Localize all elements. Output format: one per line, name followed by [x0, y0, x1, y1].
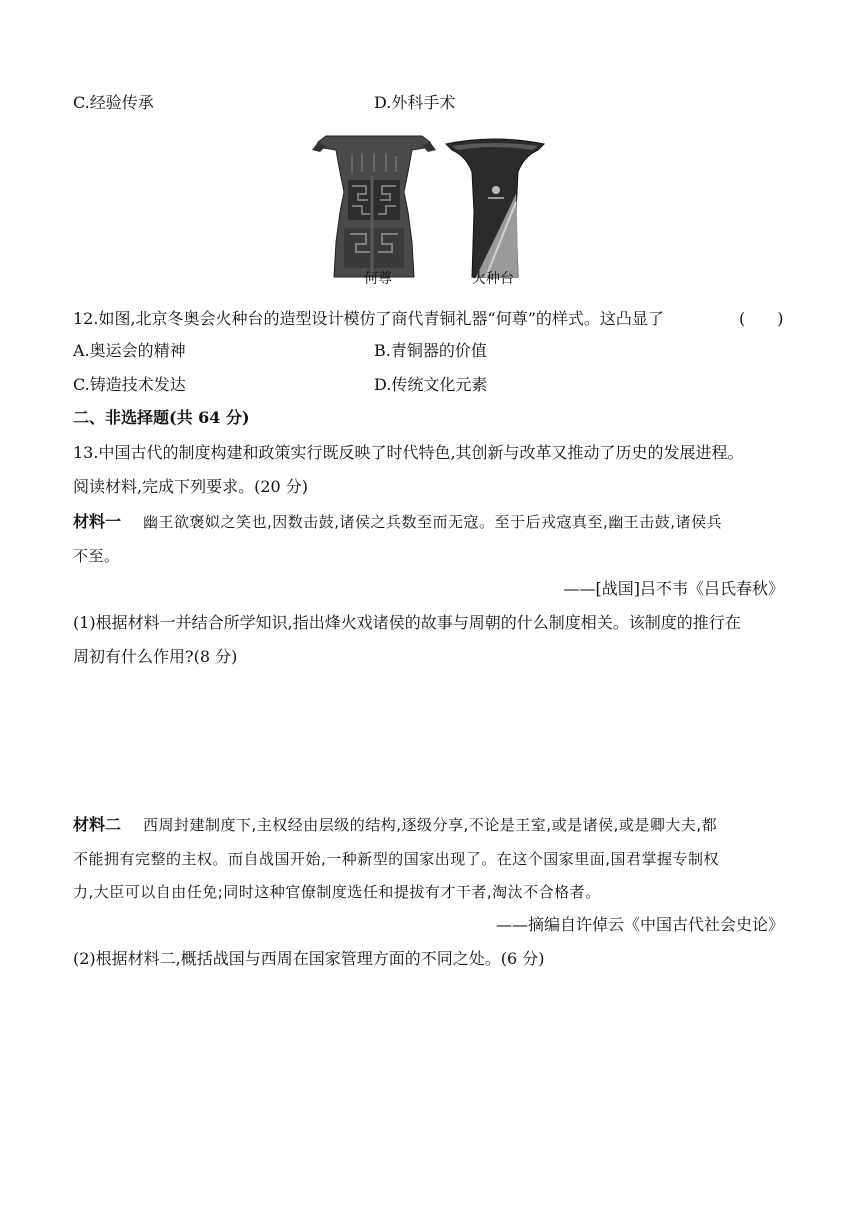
figure-caption-torch-stand: 火种台: [472, 271, 514, 287]
section-heading: 二、非选择题(共 64 分): [73, 408, 250, 427]
question-13-intro-line1: 13.中国古代的制度构建和政策实行既反映了时代特色,其创新与改革又推动了历史的发展进程。: [73, 443, 744, 462]
question-12-stem: 12.如图,北京冬奥会火种台的造型设计模仿了商代青铜礼器“何尊”的样式。这凸显了: [73, 309, 664, 328]
q12-option-c: C.铸造技术发达: [73, 375, 186, 394]
sub-question-2: (2)根据材料二,概括战国与西周在国家管理方面的不同之处。(6 分): [73, 949, 545, 968]
material-2-source: ——摘编自许倬云《中国古代社会史论》: [495, 915, 784, 934]
q11-option-d: D.外科手术: [374, 93, 456, 112]
material-1-line2: 不至。: [73, 547, 120, 565]
q12-option-a: A.奥运会的精神: [73, 341, 186, 360]
bronze-vessel-illustration: [312, 132, 552, 292]
material-2-line3: 力,大臣可以自由任免;同时这种官僚制度选任和提拔有才干者,淘汰不合格者。: [73, 883, 601, 901]
sub-question-1-line1: (1)根据材料一并结合所学知识,指出烽火戏诸侯的故事与周朝的什么制度相关。该制度的推行在: [73, 613, 741, 632]
material-1-line1: 幽王欲褒姒之笑也,因数击鼓,诸侯之兵数至而无寇。至于后戎寇真至,幽王击鼓,诸侯兵: [143, 513, 723, 531]
hezun-vessel-image: [312, 136, 436, 277]
question-12-answer-paren: ( ): [739, 309, 784, 328]
figure-hezun-torch: [312, 132, 552, 292]
torch-stand-image: [446, 139, 544, 277]
material-1-label: 材料一: [73, 512, 122, 531]
figure-caption-hezun: 何尊: [364, 271, 392, 287]
question-13-intro-line2: 阅读材料,完成下列要求。(20 分): [73, 477, 309, 496]
material-2-line2: 不能拥有完整的主权。而自战国开始,一种新型的国家出现了。在这个国家里面,国君掌握专制权: [73, 850, 720, 868]
q12-option-b: B.青铜器的价值: [374, 341, 487, 360]
q12-option-d: D.传统文化元素: [374, 375, 488, 394]
sub-question-1-line2: 周初有什么作用?(8 分): [73, 647, 238, 666]
material-2-line1: 西周封建制度下,主权经由层级的结构,逐级分享,不论是王室,或是诸侯,或是卿大夫,都: [143, 816, 718, 834]
material-1-source: ——[战国]吕不韦《吕氏春秋》: [563, 579, 784, 598]
q11-option-c: C.经验传承: [73, 93, 154, 112]
material-2-label: 材料二: [73, 815, 122, 834]
